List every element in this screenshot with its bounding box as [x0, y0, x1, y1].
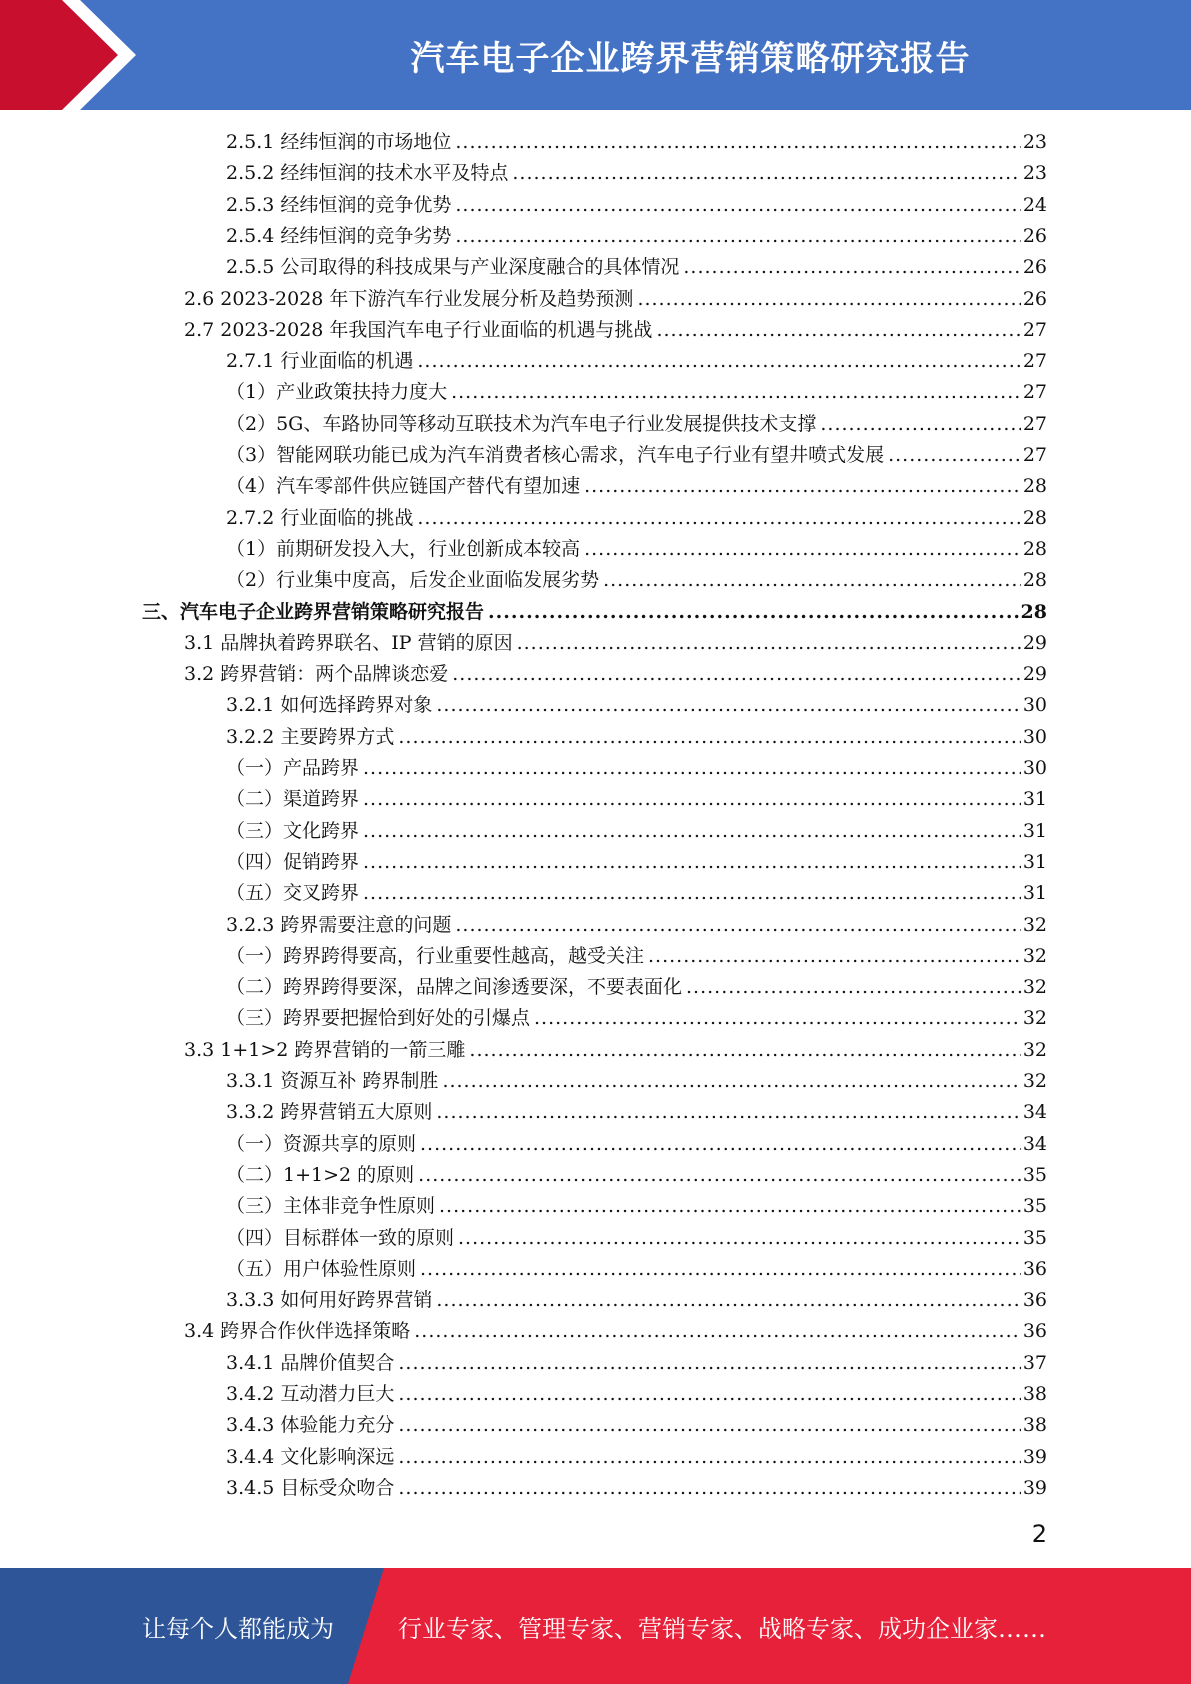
- toc-leader-dots: [820, 409, 1020, 440]
- toc-entry[interactable]: [226, 847, 1047, 878]
- toc-leader-dots: [363, 816, 1021, 847]
- report-title: 汽车电子企业跨界营销策略研究报告: [410, 38, 971, 79]
- toc-entry-page: 28: [1022, 569, 1047, 591]
- toc-leader-dots: [398, 1379, 1020, 1410]
- toc-entry[interactable]: [226, 1097, 1047, 1128]
- toc-entry[interactable]: [226, 784, 1047, 815]
- toc-entry[interactable]: [226, 440, 1047, 471]
- toc-leader-dots: [534, 1003, 1021, 1034]
- toc-entry[interactable]: [226, 534, 1047, 565]
- toc-entry-label: （二）渠道跨界: [226, 788, 360, 810]
- toc-entry-page: 35: [1022, 1195, 1047, 1217]
- toc-entry-page: 32: [1022, 914, 1047, 936]
- toc-entry[interactable]: [226, 941, 1047, 972]
- toc-leader-dots: [455, 910, 1020, 941]
- toc-entry-label: 2.7.1 行业面临的机遇: [226, 350, 414, 372]
- toc-leader-dots: [417, 503, 1020, 534]
- toc-entry-page: 32: [1022, 1039, 1047, 1061]
- toc-entry-page: 23: [1022, 162, 1047, 184]
- toc-entry-page: 34: [1022, 1101, 1047, 1123]
- toc-leader-dots: [398, 1473, 1020, 1504]
- toc-entry-label: （三）文化跨界: [226, 820, 360, 842]
- toc-entry-page: 28: [1020, 601, 1047, 623]
- toc-entry[interactable]: [226, 722, 1047, 753]
- toc-entry-page: 38: [1022, 1414, 1047, 1436]
- toc-entry-page: 26: [1022, 288, 1047, 310]
- toc-entry[interactable]: [184, 284, 1047, 315]
- toc-entry[interactable]: [226, 346, 1047, 377]
- toc-entry-label: 2.7 2023-2028 年我国汽车电子行业面临的机遇与挑战: [184, 319, 653, 341]
- toc-entry[interactable]: [226, 1285, 1047, 1316]
- toc-entry[interactable]: [226, 1003, 1047, 1034]
- toc-entry-label: 3.2 跨界营销：两个品牌谈恋爱: [184, 663, 449, 685]
- toc-leader-dots: [512, 158, 1020, 189]
- toc-leader-dots: [637, 284, 1020, 315]
- toc-entry-label: （二）跨界跨得要深，品牌之间渗透要深，不要表面化: [226, 976, 683, 998]
- toc-entry-label: （1）产业政策扶持力度大: [226, 381, 448, 403]
- toc-entry-label: 2.5.3 经纬恒润的竞争优势: [226, 194, 452, 216]
- toc-leader-dots: [455, 127, 1020, 158]
- toc-leader-dots: [439, 1191, 1021, 1222]
- toc-entry-page: 36: [1022, 1258, 1047, 1280]
- toc-entry-label: （五）用户体验性原则: [226, 1258, 417, 1280]
- toc-leader-dots: [683, 252, 1020, 283]
- toc-entry[interactable]: [226, 565, 1047, 596]
- toc-entry-label: 3.4.3 体验能力充分: [226, 1414, 395, 1436]
- toc-leader-dots: [452, 659, 1021, 690]
- toc-entry-page: 27: [1022, 381, 1047, 403]
- toc-leader-dots: [455, 190, 1020, 221]
- toc-entry-label: 3.2.1 如何选择跨界对象: [226, 694, 433, 716]
- toc-leader-dots: [442, 1066, 1020, 1097]
- toc-leader-dots: [417, 346, 1020, 377]
- toc-entry[interactable]: [226, 910, 1047, 941]
- toc-entry-page: 32: [1022, 1070, 1047, 1092]
- toc-entry[interactable]: [184, 659, 1047, 690]
- toc-entry[interactable]: [226, 221, 1047, 252]
- toc-entry-page: 27: [1022, 444, 1047, 466]
- toc-entry-page: 31: [1022, 882, 1047, 904]
- toc-entry-page: 28: [1022, 475, 1047, 497]
- toc-leader-dots: [584, 534, 1021, 565]
- toc-entry-label: 3.4.4 文化影响深远: [226, 1446, 395, 1468]
- toc-leader-dots: [398, 722, 1020, 753]
- toc-entry-page: 38: [1022, 1383, 1047, 1405]
- toc-leader-dots: [436, 1285, 1020, 1316]
- toc-leader-dots: [603, 565, 1021, 596]
- toc-entry[interactable]: [226, 1410, 1047, 1441]
- toc-leader-dots: [363, 753, 1021, 784]
- toc-entry-page: 39: [1022, 1477, 1047, 1499]
- toc-entry[interactable]: [226, 190, 1047, 221]
- toc-entry[interactable]: [184, 1316, 1047, 1347]
- toc-entry-label: 2.5.1 经纬恒润的市场地位: [226, 131, 452, 153]
- toc-entry[interactable]: [226, 1348, 1047, 1379]
- toc-entry-page: 32: [1022, 945, 1047, 967]
- toc-entry-label: （4）汽车零部件供应链国产替代有望加速: [226, 475, 581, 497]
- toc-leader-dots: [414, 1316, 1021, 1347]
- toc-entry-page: 35: [1022, 1164, 1047, 1186]
- toc-entry-page: 28: [1022, 507, 1047, 529]
- toc-entry-label: （四）促销跨界: [226, 851, 360, 873]
- toc-entry-page: 29: [1022, 632, 1047, 654]
- toc-leader-dots: [888, 440, 1021, 471]
- toc-entry-page: 31: [1022, 851, 1047, 873]
- toc-entry-page: 29: [1022, 663, 1047, 685]
- toc-entry[interactable]: [184, 628, 1047, 659]
- toc-leader-dots: [686, 972, 1021, 1003]
- toc-entry[interactable]: [184, 315, 1047, 346]
- toc-entry-label: 3.3.1 资源互补 跨界制胜: [226, 1070, 439, 1092]
- toc-entry-page: 30: [1022, 757, 1047, 779]
- header-banner: [0, 0, 1191, 110]
- toc-leader-dots: [517, 628, 1021, 659]
- toc-entry-label: （二）1+1>2 的原则: [226, 1164, 415, 1186]
- toc-entry-label: （一）跨界跨得要高，行业重要性越高，越受关注: [226, 945, 645, 967]
- toc-entry[interactable]: [226, 158, 1047, 189]
- toc-entry[interactable]: [226, 252, 1047, 283]
- toc-entry[interactable]: [226, 1160, 1047, 1191]
- toc-leader-dots: [648, 941, 1021, 972]
- toc-entry-label: 2.7.2 行业面临的挑战: [226, 507, 414, 529]
- toc-entry-label: （四）目标群体一致的原则: [226, 1227, 455, 1249]
- toc-entry-page: 36: [1022, 1289, 1047, 1311]
- toc-entry-label: 3.4.2 互动潜力巨大: [226, 1383, 395, 1405]
- toc-entry-label: 3.1 品牌执着跨界联名、IP 营销的原因: [184, 632, 513, 654]
- toc-leader-dots: [584, 471, 1021, 502]
- toc-leader-dots: [398, 1348, 1020, 1379]
- toc-leader-dots: [418, 1160, 1021, 1191]
- toc-leader-dots: [436, 1097, 1020, 1128]
- toc-entry-label: 3.4.5 目标受众吻合: [226, 1477, 395, 1499]
- toc-entry-page: 27: [1022, 350, 1047, 372]
- toc-leader-dots: [451, 377, 1021, 408]
- toc-entry-page: 27: [1022, 319, 1047, 341]
- toc-entry[interactable]: [226, 878, 1047, 909]
- toc-entry[interactable]: [226, 1379, 1047, 1410]
- toc-entry[interactable]: [226, 972, 1047, 1003]
- footer-roles: 行业专家、管理专家、营销专家、战略专家、成功企业家……: [398, 1614, 1046, 1643]
- toc-entry-label: 3.2.2 主要跨界方式: [226, 726, 395, 748]
- toc-entry-label: 3.4.1 品牌价值契合: [226, 1352, 395, 1374]
- toc-entry-page: 24: [1022, 194, 1047, 216]
- toc-leader-dots: [469, 1035, 1020, 1066]
- toc-entry[interactable]: [142, 597, 1047, 628]
- toc-entry[interactable]: [226, 1442, 1047, 1473]
- toc-entry[interactable]: [226, 690, 1047, 721]
- toc-entry[interactable]: [226, 1473, 1047, 1504]
- toc-entry-page: 36: [1022, 1320, 1047, 1342]
- toc-entry-label: 2.5.2 经纬恒润的技术水平及特点: [226, 162, 509, 184]
- toc-entry-label: 三、汽车电子企业跨界营销策略研究报告: [142, 601, 485, 623]
- toc-leader-dots: [420, 1129, 1021, 1160]
- toc-entry[interactable]: [226, 1254, 1047, 1285]
- toc-entry-page: 27: [1022, 413, 1047, 435]
- toc-entry[interactable]: [226, 1223, 1047, 1254]
- toc-entry-page: 32: [1022, 976, 1047, 998]
- toc-leader-dots: [363, 878, 1021, 909]
- toc-entry[interactable]: [226, 409, 1047, 440]
- toc-entry-label: （3）智能网联功能已成为汽车消费者核心需求，汽车电子行业有望井喷式发展: [226, 444, 885, 466]
- toc-leader-dots: [398, 1442, 1020, 1473]
- toc-entry-label: （2）5G、车路协同等移动互联技术为汽车电子行业发展提供技术支撑: [226, 413, 817, 435]
- footer-slogan: 让每个人都能成为: [142, 1614, 334, 1643]
- toc-entry-label: 2.5.5 公司取得的科技成果与产业深度融合的具体情况: [226, 256, 680, 278]
- toc-entry-page: 26: [1022, 225, 1047, 247]
- toc-entry-page: 39: [1022, 1446, 1047, 1468]
- toc-entry-page: 31: [1022, 788, 1047, 810]
- toc-entry-label: （三）主体非竞争性原则: [226, 1195, 436, 1217]
- toc-entry[interactable]: [226, 1066, 1047, 1097]
- toc-entry[interactable]: [226, 471, 1047, 502]
- toc-entry[interactable]: [226, 1191, 1047, 1222]
- toc-leader-dots: [455, 221, 1020, 252]
- toc-entry[interactable]: [184, 1035, 1047, 1066]
- toc-entry-label: 3.3 1+1>2 跨界营销的一箭三雕: [184, 1039, 466, 1061]
- toc-entry[interactable]: [226, 377, 1047, 408]
- toc-entry[interactable]: [226, 753, 1047, 784]
- toc-entry-label: 3.3.2 跨界营销五大原则: [226, 1101, 433, 1123]
- page-number: 2: [1031, 1520, 1047, 1548]
- toc-entry-label: （1）前期研发投入大，行业创新成本较高: [226, 538, 581, 560]
- toc-entry-label: 2.6 2023-2028 年下游汽车行业发展分析及趋势预测: [184, 288, 634, 310]
- toc-entry-page: 26: [1022, 256, 1047, 278]
- toc-entry[interactable]: [226, 127, 1047, 158]
- toc-entry-page: 34: [1022, 1133, 1047, 1155]
- toc-entry-page: 37: [1022, 1352, 1047, 1374]
- toc-entry[interactable]: [226, 816, 1047, 847]
- toc-leader-dots: [436, 690, 1020, 721]
- toc-entry-label: 3.2.3 跨界需要注意的问题: [226, 914, 452, 936]
- toc-entry-page: 35: [1022, 1227, 1047, 1249]
- toc-leader-dots: [420, 1254, 1021, 1285]
- toc-entry-label: 2.5.4 经纬恒润的竞争劣势: [226, 225, 452, 247]
- toc-entry-page: 23: [1022, 131, 1047, 153]
- toc-entry-label: 3.4 跨界合作伙伴选择策略: [184, 1320, 411, 1342]
- toc-entry-page: 31: [1022, 820, 1047, 842]
- toc-entry-page: 30: [1022, 726, 1047, 748]
- toc-entry-label: （一）资源共享的原则: [226, 1133, 417, 1155]
- toc-leader-dots: [488, 597, 1019, 628]
- toc-entry-label: （三）跨界要把握恰到好处的引爆点: [226, 1007, 531, 1029]
- toc-leader-dots: [656, 315, 1020, 346]
- toc-leader-dots: [398, 1410, 1020, 1441]
- toc-entry-page: 32: [1022, 1007, 1047, 1029]
- toc-entry-label: 3.3.3 如何用好跨界营销: [226, 1289, 433, 1311]
- toc-entry-label: （五）交叉跨界: [226, 882, 360, 904]
- toc-entry[interactable]: [226, 503, 1047, 534]
- toc-entry[interactable]: [226, 1129, 1047, 1160]
- toc-entry-label: （2）行业集中度高，后发企业面临发展劣势: [226, 569, 600, 591]
- toc-leader-dots: [458, 1223, 1021, 1254]
- toc-leader-dots: [363, 784, 1021, 815]
- arrow-decoration-icon: [0, 0, 160, 110]
- toc-entry-label: （一）产品跨界: [226, 757, 360, 779]
- toc-leader-dots: [363, 847, 1021, 878]
- footer-banner: [0, 1568, 1191, 1684]
- toc-entry-page: 28: [1022, 538, 1047, 560]
- toc-entry-page: 30: [1022, 694, 1047, 716]
